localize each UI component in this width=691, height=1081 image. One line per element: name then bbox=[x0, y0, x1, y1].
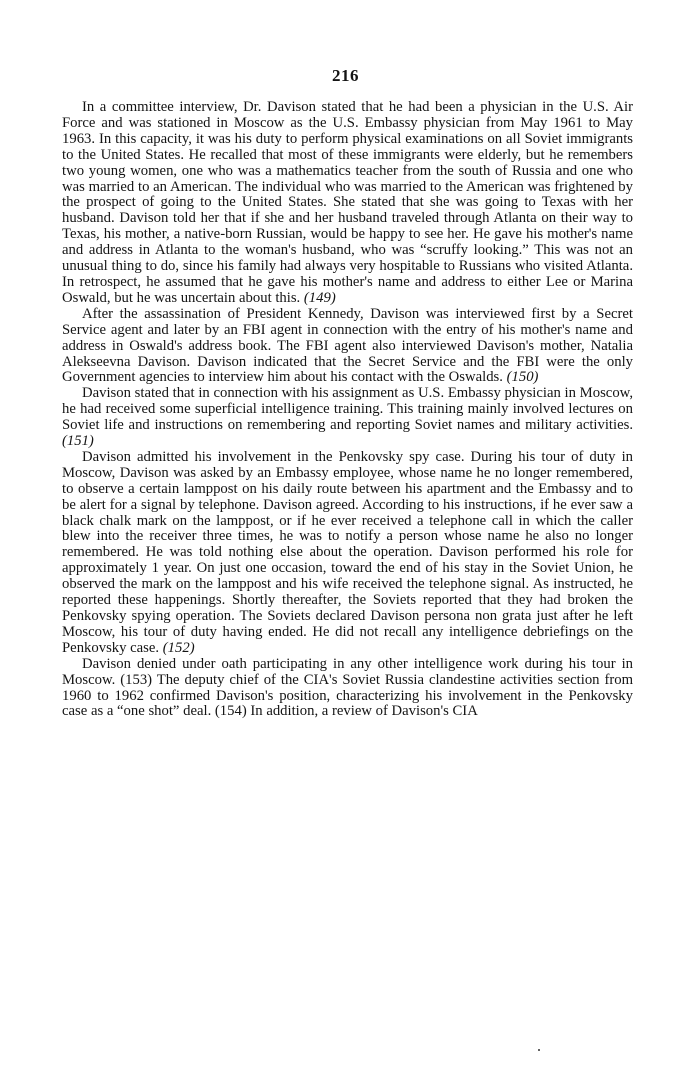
paragraph-fbi-interview bbox=[62, 307, 633, 387]
paragraph-text: In a committee interview, Dr. Davison stated that he had been a physician in the U.S. Air Force and was stationed in Moscow as the U.S. Embassy physician from May 1961 to May 1963. In this capacity, it was his duty to perform physical examinations on all Soviet immigrants to the United States. He recalled that most of these immigrants were elderly, but he remembers two young women, one who was a mathematics teacher from the south of Russia and one who was married to an American. The individual who was married to the American was frightened by the prospect of going to the United States. She stated that she was going to Texas with her husband. Davison told her that if she and her husband traveled through Atlanta on their way to Texas, his mother, a native-born Russian, would be happy to see her. He gave his mother's name and address in Atlanta to the woman's husband, who was “scruffy looking.” This was not an unusual thing to do, since his family had always very hospitable to Russians who visited Atlanta. In retrospect, he assumed that he gave his mother's name and address to either Lee or Marina Oswald, but he was uncertain about this. bbox=[62, 99, 633, 306]
footnote-citation: (150) bbox=[506, 369, 539, 386]
paragraph-intelligence-training bbox=[62, 386, 633, 450]
paragraph-text: Davison stated that in connection with his assignment as U.S. Embassy physician in Moscow, he had received some superficial intelligence training. This training mainly involved lectures on Soviet life and instructions on remembering and reporting Soviet names and military activities. bbox=[62, 385, 633, 434]
paragraph-davison-interview bbox=[62, 100, 633, 307]
paragraph-text: Davison denied under oath participating in any other intelligence work during his tour in Moscow. (153) The deputy chief of the CIA's Soviet Russia clandestine activities section from 1960 to 1962 confirmed Davison's position, characterizing his involvement in the Penkovsky case as a “one shot” deal. (154) In addition, a review of Davison's CIA bbox=[62, 655, 633, 720]
footnote-citation: (149) bbox=[303, 289, 336, 306]
paragraph-text: Davison admitted his involvement in the Penkovsky spy case. During his tour of duty in Moscow, Davison was asked by an Embassy employee, whose name he no longer remembered, to observe a certain lamppost on his daily route between his apartment and the Embassy and to be alert for a signal by telephone. Davison agreed. According to his instructions, if he ever saw a black chalk mark on the lamppost, or if he ever received a telephone call in which the caller blew into the receiver three times, he was to notify a person whose name he also no longer remembered. He was told nothing else about the operation. Davison performed his role for approximately 1 year. On just one occasion, toward the end of his stay in the Soviet Union, he observed the mark on the lamppost and his wife received the telephone signal. As instructed, he reported these happenings. Shortly thereafter, the Soviets reported that they had broken the Penkovsky spying operation. The Soviets declared Davison persona non grata just after he left Moscow, his tour of duty having ended. He did not recall any intelligence debriefings on the Penkovsky case. bbox=[62, 448, 633, 656]
paragraph-text: After the assassination of President Kennedy, Davison was interviewed first by a Secret Service agent and later by an FBI agent in connection with the entry of his mother's name and address in Oswald's address book. The FBI agent also interviewed Davison's mother, Natalia Alekseevna Davison. Davison indicated that the Secret Service and the FBI were the only Government agencies to interview him about his contact with the Oswalds. bbox=[62, 305, 633, 386]
page-number: 216 bbox=[332, 66, 359, 85]
scan-speck bbox=[538, 1049, 540, 1051]
footnote-citation: (151) bbox=[62, 433, 94, 450]
body-text bbox=[62, 100, 633, 720]
paragraph-penkovsky-case bbox=[62, 450, 633, 657]
paragraph-davison-denial bbox=[62, 657, 633, 721]
footnote-citation: (152) bbox=[162, 639, 195, 656]
